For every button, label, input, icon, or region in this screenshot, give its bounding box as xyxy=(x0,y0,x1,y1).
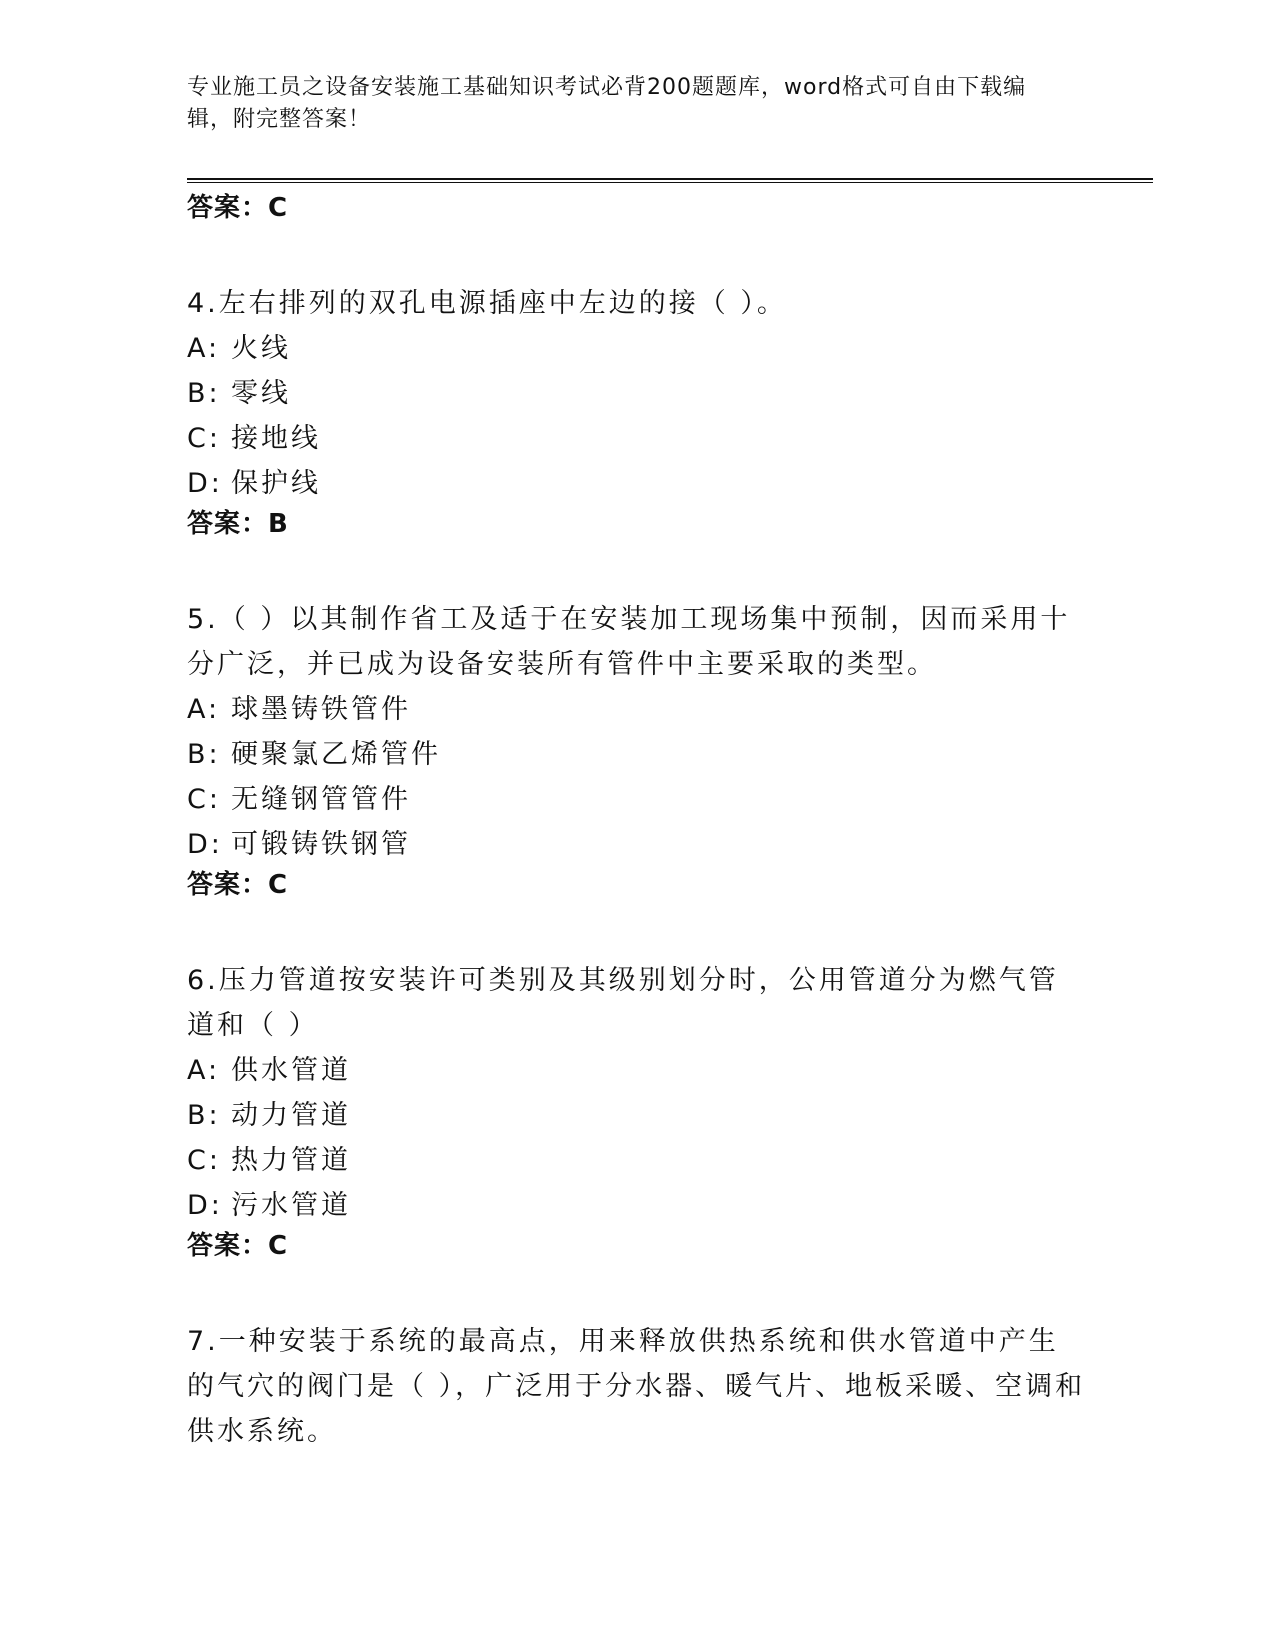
question-stem: 4.左右排列的双孔电源插座中左边的接（ ）。 xyxy=(187,288,787,319)
option-d xyxy=(187,1183,1087,1228)
option-key: B: xyxy=(187,1100,221,1131)
option-c xyxy=(187,416,1087,461)
page-header: 专业施工员之设备安装施工基础知识考试必背200题题库，word格式可自由下载编辑，附完整答案！ xyxy=(187,75,1027,132)
option-a xyxy=(187,326,1087,371)
option-key: A: xyxy=(187,694,221,725)
option-text: 硬聚氯乙烯管件 xyxy=(231,739,441,770)
question-7 xyxy=(187,1319,1087,1454)
option-key: C: xyxy=(187,423,221,454)
option-text: 供水管道 xyxy=(231,1055,351,1086)
header-divider xyxy=(187,178,1153,183)
option-text: 火线 xyxy=(231,333,291,364)
answer-line: 答案：B xyxy=(187,509,289,539)
question-5 xyxy=(187,597,1087,912)
option-key: D: xyxy=(187,829,223,860)
option-text: 无缝钢管管件 xyxy=(231,784,411,815)
question-stem: 5.（ ）以其制作省工及适于在安装加工现场集中预制，因而采用十分广泛，并已成为设备安装所有管件中主要采取的类型。 xyxy=(187,604,1071,680)
option-text: 零线 xyxy=(231,378,291,409)
option-d xyxy=(187,822,1087,867)
option-b xyxy=(187,1093,1087,1138)
question-stem: 7.一种安装于系统的最高点，用来释放供热系统和供水管道中产生的气穴的阀门是（ ），广泛用于分水器、暖气片、地板采暖、空调和供水系统。 xyxy=(187,1326,1086,1447)
option-key: A: xyxy=(187,333,221,364)
question-6 xyxy=(187,958,1087,1273)
option-text: 可锻铸铁钢管 xyxy=(231,829,411,860)
option-text: 保护线 xyxy=(231,468,321,499)
option-text: 热力管道 xyxy=(231,1145,351,1176)
option-key: D: xyxy=(187,1190,223,1221)
answer-line: 答案：C xyxy=(187,193,289,223)
option-key: D: xyxy=(187,468,223,499)
option-b xyxy=(187,732,1087,777)
option-text: 球墨铸铁管件 xyxy=(231,694,411,725)
option-key: C: xyxy=(187,784,221,815)
option-a xyxy=(187,687,1087,732)
option-text: 接地线 xyxy=(231,423,321,454)
question-4 xyxy=(187,281,1087,551)
option-text: 污水管道 xyxy=(231,1190,351,1221)
option-a xyxy=(187,1048,1087,1093)
option-c xyxy=(187,1138,1087,1183)
answer-line: 答案：C xyxy=(187,870,289,900)
option-key: C: xyxy=(187,1145,221,1176)
option-key: B: xyxy=(187,378,221,409)
question-list xyxy=(187,190,1087,1454)
option-b xyxy=(187,371,1087,416)
option-d xyxy=(187,461,1087,506)
option-key: A: xyxy=(187,1055,221,1086)
option-key: B: xyxy=(187,739,221,770)
answer-line: 答案：C xyxy=(187,1231,289,1261)
option-c xyxy=(187,777,1087,822)
question-stem: 6.压力管道按安装许可类别及其级别划分时，公用管道分为燃气管道和（ ） xyxy=(187,965,1059,1041)
option-text: 动力管道 xyxy=(231,1100,351,1131)
